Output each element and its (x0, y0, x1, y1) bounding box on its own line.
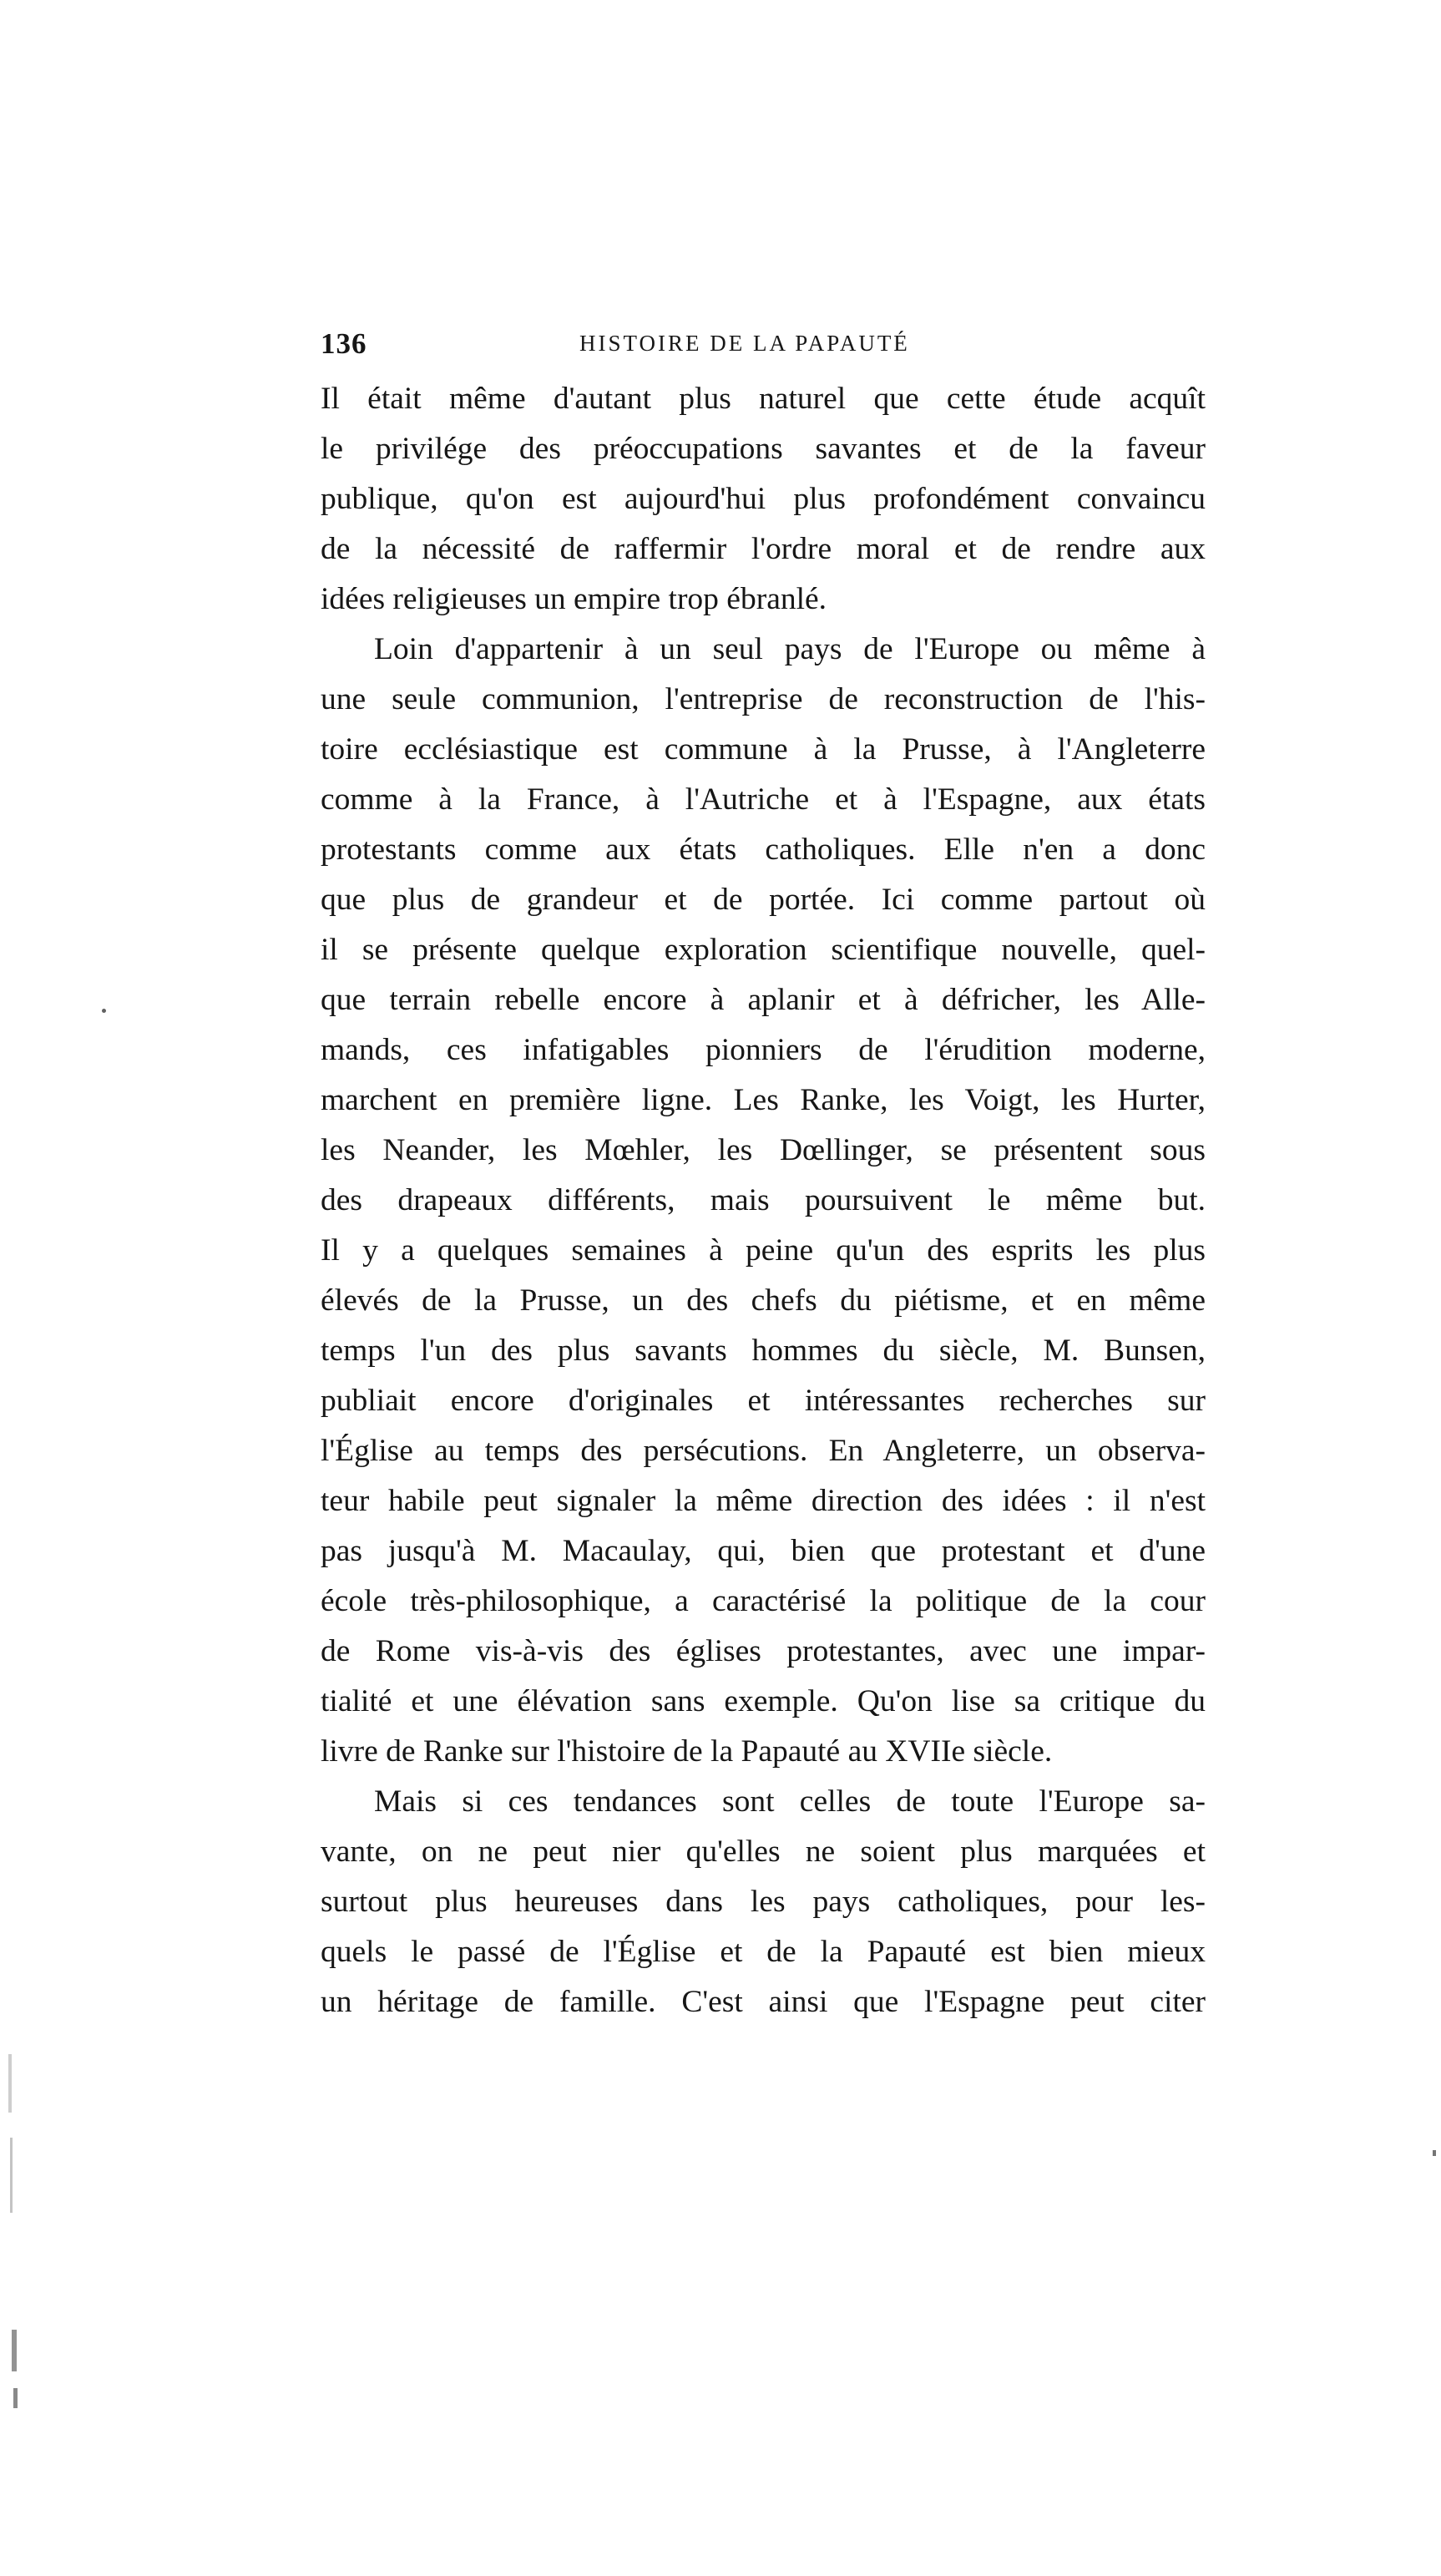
body-text (321, 374, 1206, 2027)
text-line: surtout plus heureuses dans les pays catholiques, pour les- (321, 1885, 1206, 1919)
text-line: une seule communion, l'entreprise de reconstruction de l'his- (321, 682, 1206, 716)
paragraph (321, 1777, 1206, 2027)
text-line: de Rome vis-à-vis des églises protestantes, avec une impar- (321, 1634, 1206, 1668)
text-line: comme à la France, à l'Autriche et à l'Espagne, aux états (321, 782, 1206, 817)
text-line: protestants comme aux états catholiques. Elle n'en a donc (321, 833, 1206, 867)
text-line: Il était même d'autant plus naturel que cette étude acquît (321, 382, 1206, 416)
text-line: Il y a quelques semaines à peine qu'un des esprits les plus (321, 1233, 1206, 1268)
text-line: publique, qu'on est aujourd'hui plus profondément convaincu (321, 482, 1206, 516)
text-line: Loin d'appartenir à un seul pays de l'Europe ou même à (374, 632, 1206, 666)
text-line: il se présente quelque exploration scientifique nouvelle, quel- (321, 933, 1206, 967)
text-line: idées religieuses un empire trop ébranlé. (321, 582, 827, 616)
text-line: toire ecclésiastique est commune à la Prusse, à l'Angleterre (321, 732, 1206, 767)
scan-speck (12, 2330, 17, 2371)
scan-speck (102, 1009, 106, 1013)
text-line: tialité et une élévation sans exemple. Qu'on lise sa critique du (321, 1684, 1206, 1718)
text-line: temps l'un des plus savants hommes du siècle, M. Bunsen, (321, 1334, 1206, 1368)
text-line: teur habile peut signaler la même direction des idées : il n'est (321, 1484, 1206, 1518)
text-line: publiait encore d'originales et intéressantes recherches sur (321, 1384, 1206, 1418)
paragraph (321, 625, 1206, 1777)
scan-speck (10, 2138, 13, 2213)
text-line: que terrain rebelle encore à aplanir et à défricher, les Alle- (321, 983, 1206, 1017)
text-line: élevés de la Prusse, un des chefs du piétisme, et en même (321, 1283, 1206, 1318)
page-number: 136 (321, 327, 367, 360)
text-line: un héritage de famille. C'est ainsi que l'Espagne peut citer (321, 1985, 1206, 2019)
running-head (321, 327, 1206, 369)
text-line: marchent en première ligne. Les Ranke, les Voigt, les Hurter, (321, 1083, 1206, 1117)
scan-speck (1433, 2150, 1436, 2156)
text-line: l'Église au temps des persécutions. En Angleterre, un observa- (321, 1434, 1206, 1468)
text-line: mands, ces infatigables pionniers de l'érudition moderne, (321, 1033, 1206, 1067)
scan-speck (13, 2388, 18, 2408)
scan-speck (8, 2054, 12, 2113)
text-line: que plus de grandeur et de portée. Ici comme partout où (321, 883, 1206, 917)
text-line: Mais si ces tendances sont celles de toute l'Europe sa- (374, 1784, 1206, 1819)
text-line: quels le passé de l'Église et de la Papauté est bien mieux (321, 1935, 1206, 1969)
text-line: des drapeaux différents, mais poursuivent le même but. (321, 1183, 1206, 1217)
text-line: les Neander, les Mœhler, les Dœllinger, se présentent sous (321, 1133, 1206, 1167)
text-line: de la nécessité de raffermir l'ordre moral et de rendre aux (321, 532, 1206, 566)
text-line: vante, on ne peut nier qu'elles ne soient plus marquées et (321, 1835, 1206, 1869)
text-line: pas jusqu'à M. Macaulay, qui, bien que protestant et d'une (321, 1534, 1206, 1568)
running-title: HISTOIRE DE LA PAPAUTÉ (579, 331, 910, 356)
text-line: école très-philosophique, a caractérisé la politique de la cour (321, 1584, 1206, 1618)
text-line: le privilége des préoccupations savantes et de la faveur (321, 432, 1206, 466)
text-line: livre de Ranke sur l'histoire de la Papauté au XVIIe siècle. (321, 1734, 1053, 1769)
paragraph (321, 374, 1206, 625)
